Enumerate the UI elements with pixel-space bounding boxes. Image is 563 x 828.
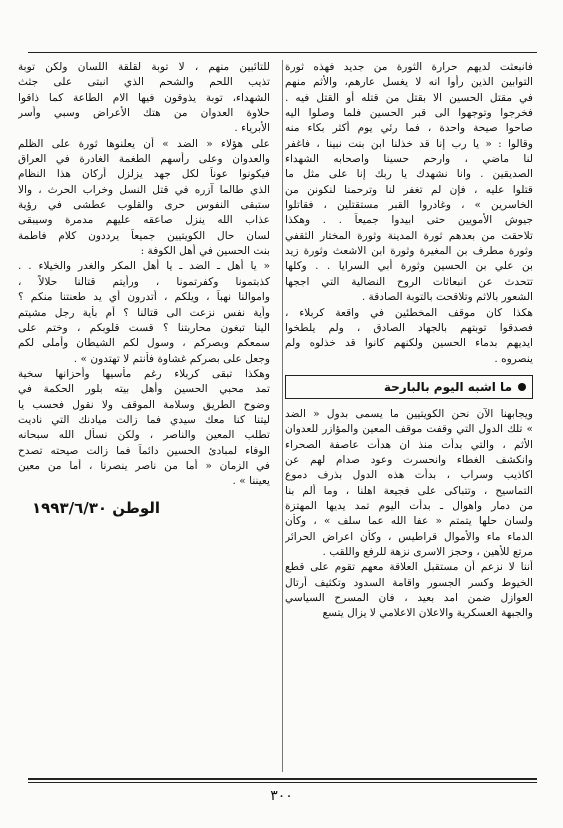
signature-date: [18, 498, 270, 518]
text-line: الذي طالما آزره في قتل النسل وخراب الحرث ، والا: [18, 183, 270, 196]
text-line: هكذا كان موقف المخطئين في واقعة كربلاء ،: [285, 306, 533, 319]
text-line: ولسان حلها يتمتم « عفا الله عما سلف » ، وكأن: [285, 515, 533, 528]
text-line: حلاوة العدوان من هتك الأعراض وسبي وأسر: [18, 107, 270, 120]
text-line: فخرجوا وتوجهوا الى قبر الحسين فلما وصلوا اليه: [285, 107, 533, 120]
text-line: يعيننا » .: [232, 475, 270, 488]
left-para-1: [18, 60, 270, 137]
text-line: تلاحقت من بعدهم ثورة المدينة وثورة المختار الثقفي: [285, 229, 533, 242]
text-line: وانكشف الغطاء وانحسرت وعود صدام لهم عن: [285, 453, 533, 466]
text-line: ايديهم بدماء الحسين ولكنهم كانوا قد خذلوه ولم: [285, 337, 533, 350]
page-number: ٣٠٠: [270, 788, 293, 804]
text-line: تطلب المعين والناصر ، ولكن نسأل الله سبحانه: [18, 429, 270, 442]
text-line: الخيوط وكسر الجسور واقامة السدود وتكثيف أرتال: [285, 576, 533, 589]
section-heading: [285, 375, 533, 399]
text-line: التماسيح ، وتتباكى على فجيعة اهلنا ، وما ألم بنا: [285, 484, 533, 497]
text-line: فيكونوا عوناً لكل جهد يزلزل أركان هذا النظام: [18, 168, 270, 181]
text-line: ستبقى النفوس حرى والقلوب عطشى في رؤية: [18, 199, 270, 212]
text-line: واموالنا نهباً ، ويلكم ، أتدرون أي يد طعنتنا منكم ؟: [18, 291, 270, 304]
text-line: تمد محبي الحسين وأهل بيته بلور الحكمة في: [18, 383, 270, 396]
text-line: الينا تبغون محاربتنا ؟ قست قلوبكم ، وختم على: [18, 321, 270, 334]
section-title: ما اشبه اليوم بالبارحة: [383, 379, 512, 394]
left-column: [18, 60, 270, 518]
text-line: وأية نفس نزعت الى قتالنا ؟ أم بأية رجل مشيتم: [18, 306, 270, 319]
signature-text: الوطن ١٩٩٣/٦/٣٠: [32, 498, 161, 517]
text-line: سمعكم وبصركم ، وسول لكم الشيطان وأملى لكم: [18, 337, 270, 350]
text-line: » تلك الدول التي وقفت موقف المعين والمؤازر للعدوان: [285, 423, 533, 436]
text-line: في الزمان « أما من ناصر ينصرنا ، أما من معين: [18, 459, 270, 472]
text-line: وثورة مطرف بن المغيرة وثورة ابن الاشعث وثورة زيد: [285, 245, 533, 258]
text-line: الأبرياء .: [234, 122, 270, 135]
text-line: والجبهة العسكرية والاعلان الاعلامي لا يزال يتسع: [322, 607, 533, 620]
right-para-3: [285, 407, 533, 560]
text-line: على هؤلاء « الضد » أن يعلنوها ثورة على الظلم: [18, 137, 270, 150]
text-line: للتائبين منهم ، لا توبة لقلقة اللسان ولكن توبة: [18, 61, 270, 73]
text-line: عذاب الله ينزل صاعقه عليهم مدمرة وسيبقى: [18, 214, 270, 227]
text-line: جيوش الأمويين حتى ابيدوا جميعاً . . وهكذا: [285, 214, 533, 227]
bullet-icon: [518, 383, 526, 391]
text-line: التوابين الذين رأوا انه لا يغسل عارهم، والأثم منهم: [285, 76, 533, 89]
text-line: قتلوا عليه ، فإن لم تغفر لنا وترحمنا لنكونن من: [285, 183, 533, 196]
text-line: الشعور بالاثم وتلاقحت بالتوبة الصادقة .: [361, 291, 533, 304]
text-line: تذيب اللحم والشحم الذي انبتى على جثث: [18, 76, 270, 89]
footer-rule: [28, 778, 537, 780]
text-line: ويجابهنا الآن نحن الكويتيين ما يسمى بدول « الضد: [285, 407, 533, 420]
text-line: بنت الحسين في أهل الكوفة :: [140, 245, 270, 258]
text-line: الشهداء، توبة يذوقون فيها الام الطاعة كما ذاقوا: [18, 91, 270, 104]
text-line: تتحدث عن انبعاثات الروح النضالية التي اججها: [285, 275, 533, 288]
left-para-2: [18, 137, 270, 260]
text-line: لسان حال الكويتيين جميعاً يرددون كلام فاطمة: [18, 229, 270, 242]
top-rule: [28, 52, 537, 53]
text-line: من دمار واهوال ـ بدأت اليوم تمد يديها المهتزة: [285, 499, 533, 512]
text-line: بن علي بن الحسين وثورة أبي السرايا . . وكلها: [285, 260, 533, 273]
right-para-2: [285, 306, 533, 367]
text-line: الدماء ماء والأموال قراطيس ، وكأن اعراض الحرائر: [285, 530, 533, 543]
text-line: « يا أهل ـ الضد ـ يا أهل المكر والغدر والخيلاء . .: [18, 260, 270, 273]
text-line: وجعل على بصركم غشاوة فأنتم لا تهتدون » .: [73, 352, 270, 365]
text-line: كذبتمونا وكفرتمونا ، ورأيتم قتالنا حلالاً ،: [18, 275, 270, 288]
text-line: وضوح الطريق وسلامة الموقف ولا نقول فحسب يا: [18, 398, 270, 411]
column-divider: [282, 60, 283, 772]
right-column: [285, 60, 533, 622]
text-line: مرتع للأهين ، وحجز الاسرى نزهة للرفع واللقب .: [322, 545, 533, 558]
right-para-4: [285, 560, 533, 621]
text-line: والعدوان وعلى رأسهم الطغمة الغادرة في العراق: [18, 153, 270, 166]
text-line: وقالوا : « يا رب إنا قد خذلنا ابن بنت نبينا ، فاغفر: [285, 137, 533, 150]
text-line: صاحوا صيحة واحدة ، فما رئي يوم أكثر بكاء منه: [285, 122, 533, 135]
text-line: الأثم ، والتي بدأت منذ ان هدأت عاصفة الصحراء: [285, 438, 533, 451]
text-line: الوفاء لمبادئ الحسين دائماً فما زالت صيحته تصدح: [18, 444, 270, 457]
right-para-1: [285, 60, 533, 306]
text-line: اكاذيب وسراب ، بدأت هذه الدول بذرف دموع: [285, 469, 533, 482]
text-line: ينصروه .: [494, 352, 533, 365]
footer-rule-thin: [28, 782, 537, 783]
text-line: فصدقوا توبتهم بالجهاد الصادق ، ولم يلطخوا: [285, 321, 533, 334]
text-line: وهكذا تبقى كربلاء رغم مأسيها وأحزانها سخية: [18, 367, 270, 380]
text-line: أننا لا نزعم أن مستقبل العلاقة معهم تقوم على قطع: [285, 561, 533, 574]
text-line: ليتنا كنا معك سيدي فما زالت ميادنك التي ناديت: [18, 413, 270, 426]
text-line: العوازل ضمن امد بعيد ، فان المسرح السياسي: [285, 592, 533, 604]
text-line: الصديقين . وانا نشهدك يا ربك إنا على مثل ما: [285, 168, 533, 181]
text-line: في مقتل الحسين الا بقتل من قتله أو القتل فيه .: [285, 91, 533, 104]
text-line: لنا ماضي ، وارحم حسينا واصحابه الشهداء: [285, 153, 533, 166]
left-para-3: [18, 259, 270, 366]
left-para-4: [18, 367, 270, 490]
text-line: فانبعثت لديهم حرارة الثورة من جديد فهذه ثورة: [285, 61, 533, 73]
text-line: الخاسرين » ، وغادروا القبر مستقتلين ، فقاتلوا: [285, 199, 533, 212]
